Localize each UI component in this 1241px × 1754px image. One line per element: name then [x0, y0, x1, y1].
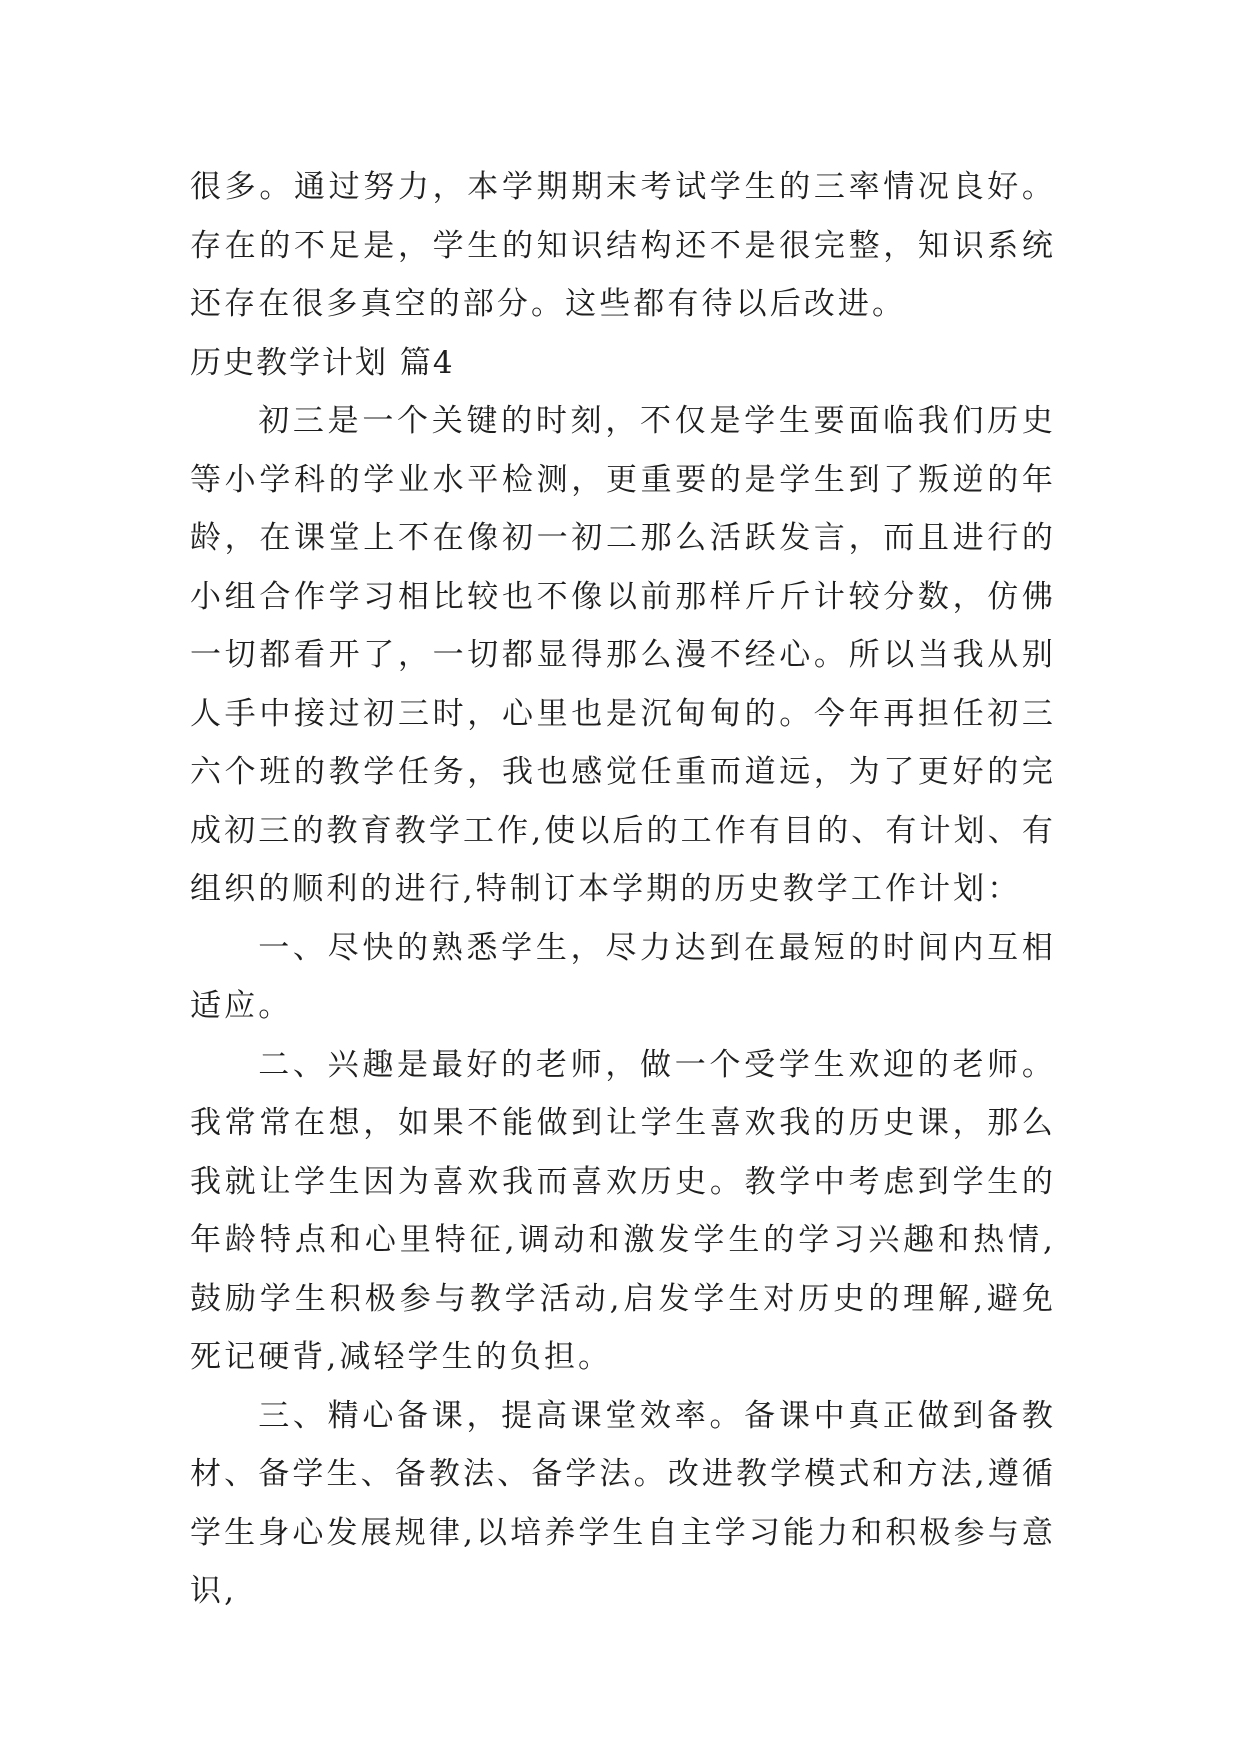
document-page	[190, 158, 1056, 1621]
paragraph-point-2: 二、兴趣是最好的老师，做一个受学生欢迎的老师。我常常在想，如果不能做到让学生喜欢我的历史课，那么我就让学生因为喜欢我而喜欢历史。教学中考虑到学生的年龄特点和心里特征,调动和激发学生的学习兴趣和热情,鼓励学生积极参与教学活动,启发学生对历史的理解,避免死记硬背,减轻学生的负担。	[190, 1046, 1056, 1375]
paragraph-point-1: 一、尽快的熟悉学生，尽力达到在最短的时间内互相适应。	[190, 929, 1056, 1024]
paragraph-continued: 很多。通过努力，本学期期末考试学生的三率情况良好。存在的不足是，学生的知识结构还不是很完整，知识系统还存在很多真空的部分。这些都有待以后改进。	[190, 169, 1056, 322]
section-heading: 历史教学计划 篇4	[190, 344, 455, 381]
paragraph-point-3: 三、精心备课，提高课堂效率。备课中真正做到备教材、备学生、备教法、备学法。改进教学模式和方法,遵循学生身心发展规律,以培养学生自主学习能力和积极参与意识,	[190, 1397, 1056, 1609]
paragraph-intro: 初三是一个关键的时刻，不仅是学生要面临我们历史等小学科的学业水平检测，更重要的是学生到了叛逆的年龄，在课堂上不在像初一初二那么活跃发言，而且进行的小组合作学习相比较也不像以前那样斤斤计较分数，仿佛一切都看开了，一切都显得那么漫不经心。所以当我从别人手中接过初三时，心里也是沉甸甸的。今年再担任初三六个班的教学任务，我也感觉任重而道远，为了更好的完成初三的教育教学工作,使以后的工作有目的、有计划、有组织的顺利的进行,特制订本学期的历史教学工作计划：	[190, 403, 1056, 907]
